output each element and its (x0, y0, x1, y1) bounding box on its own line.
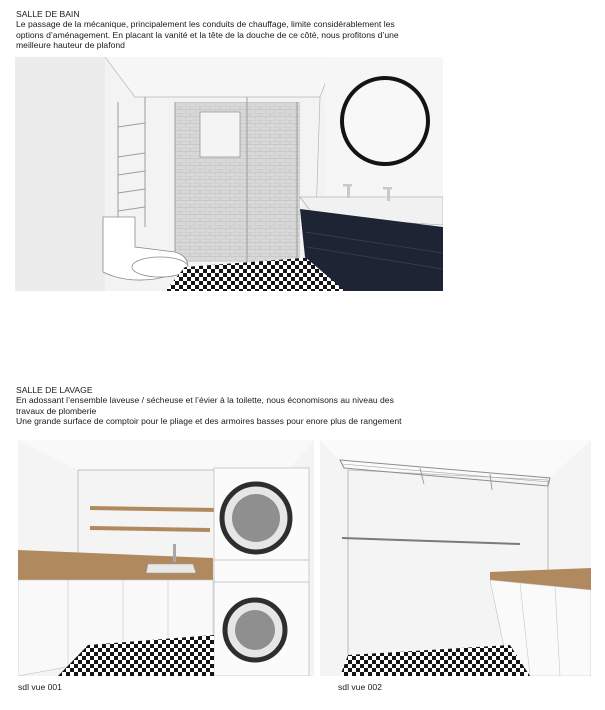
laundry-description-line: travaux de plomberie (16, 405, 97, 416)
bathroom-render (15, 57, 443, 291)
bathroom-heading: SALLE DE BAIN (16, 9, 80, 19)
bathroom-description-line: meilleure hauteur de plafond (16, 40, 125, 51)
laundry-render-view-1 (18, 440, 314, 676)
bathroom-description (16, 19, 399, 51)
laundry-heading: SALLE DE LAVAGE (16, 385, 93, 395)
caption-view-1: sdl vue 001 (18, 682, 62, 692)
laundry-description (16, 395, 402, 427)
laundry-description-line: Une grande surface de comptoir pour le pliage et des armoires basses pour enore plus de rangement (16, 416, 402, 427)
caption-view-2: sdl vue 002 (338, 682, 382, 692)
laundry-description-line: En adossant l’ensemble laveuse / sécheuse et l’évier à la toilette, nous économisons au niveau des (16, 395, 394, 405)
bathroom-description-line: Le passage de la mécanique, principalement les conduits de chauffage, limite considérablement les (16, 19, 395, 29)
bathroom-description-line: options d’aménagement. En placant la vanité et la tête de la douche de ce côté, nous profitons d’une (16, 29, 399, 40)
laundry-render-view-2 (320, 440, 591, 676)
